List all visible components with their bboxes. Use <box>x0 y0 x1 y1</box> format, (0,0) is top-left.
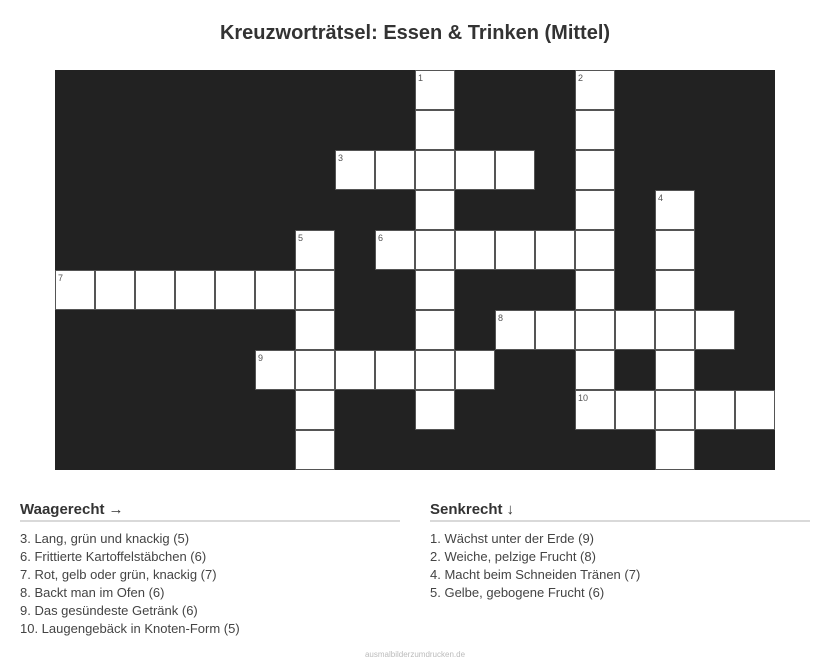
grid-cell[interactable] <box>655 390 695 430</box>
grid-cell[interactable] <box>415 110 455 150</box>
clue-item: 1. Wächst unter der Erde (9) <box>430 531 595 546</box>
grid-cell[interactable] <box>415 70 455 110</box>
down-heading <box>430 500 810 522</box>
across-heading <box>20 500 400 522</box>
grid-cell[interactable] <box>375 150 415 190</box>
grid-cell[interactable] <box>695 390 735 430</box>
clue-number: 4 <box>658 193 664 203</box>
clue-item: 4. Macht beim Schneiden Tränen (7) <box>430 567 641 582</box>
grid-cell[interactable] <box>415 270 455 310</box>
grid-cell[interactable] <box>495 230 535 270</box>
clue-number: 1 <box>418 73 424 83</box>
across-heading-label: Waagerecht <box>20 501 105 518</box>
grid-cell[interactable] <box>455 350 495 390</box>
grid-cell[interactable] <box>255 270 295 310</box>
grid-cell[interactable] <box>415 390 455 430</box>
grid-cell[interactable] <box>415 190 455 230</box>
grid-cell[interactable] <box>175 270 215 310</box>
grid-cell[interactable] <box>415 230 455 270</box>
grid-cell[interactable] <box>575 230 615 270</box>
grid-cell[interactable] <box>575 310 615 350</box>
clue-item: 5. Gelbe, gebogene Frucht (6) <box>430 585 605 600</box>
page-title: Kreuzworträtsel: Essen & Trinken (Mittel) <box>219 22 611 44</box>
clue-number: 10 <box>578 393 589 403</box>
grid-cell[interactable] <box>495 310 535 350</box>
grid-cell[interactable] <box>655 350 695 390</box>
grid-cell[interactable] <box>615 310 655 350</box>
clue-item: 2. Weiche, pelzige Frucht (8) <box>430 549 596 564</box>
grid-cell[interactable] <box>575 110 615 150</box>
clue-item: 8. Backt man im Ofen (6) <box>20 585 165 600</box>
footer-credit: ausmalbilderzumdrucken.de <box>364 650 466 659</box>
grid-cell[interactable] <box>535 310 575 350</box>
clue-number: 6 <box>378 233 384 243</box>
clue-item: 9. Das gesündeste Getränk (6) <box>20 603 198 618</box>
clue-number: 3 <box>338 153 344 163</box>
clue-item: 3. Lang, grün und knackig (5) <box>20 531 190 546</box>
grid-cell[interactable] <box>575 390 615 430</box>
clue-item: 10. Laugengebäck in Knoten-Form (5) <box>20 621 240 636</box>
down-arrow-icon: ↓ <box>506 501 515 518</box>
grid-cell[interactable] <box>415 150 455 190</box>
grid-cell[interactable] <box>535 230 575 270</box>
grid-cell[interactable] <box>135 270 175 310</box>
grid-cell[interactable] <box>415 310 455 350</box>
grid-cell[interactable] <box>295 350 335 390</box>
grid-cell[interactable] <box>295 270 335 310</box>
grid-cell[interactable] <box>455 230 495 270</box>
grid-cell[interactable] <box>615 390 655 430</box>
grid-cell[interactable] <box>375 350 415 390</box>
grid-cell[interactable] <box>295 230 335 270</box>
clue-number: 8 <box>498 313 504 323</box>
across-clue-list <box>20 530 400 638</box>
grid-cell[interactable] <box>415 350 455 390</box>
down-clues <box>430 500 810 602</box>
clue-item: 6. Frittierte Kartoffelstäbchen (6) <box>20 549 207 564</box>
across-clues <box>20 500 400 638</box>
clue-number: 5 <box>298 233 304 243</box>
grid-cell[interactable] <box>655 430 695 470</box>
grid-cell[interactable] <box>655 190 695 230</box>
grid-cell[interactable] <box>655 270 695 310</box>
grid-cell[interactable] <box>655 310 695 350</box>
grid-cell[interactable] <box>295 430 335 470</box>
grid-cell[interactable] <box>95 270 135 310</box>
clue-number: 2 <box>578 73 584 83</box>
down-clue-list <box>430 530 810 602</box>
grid-cell[interactable] <box>735 390 775 430</box>
grid-cell[interactable] <box>255 350 295 390</box>
grid-cell[interactable] <box>575 70 615 110</box>
grid-cell[interactable] <box>575 270 615 310</box>
grid-cell[interactable] <box>295 310 335 350</box>
grid-cell[interactable] <box>335 350 375 390</box>
grid-cell[interactable] <box>295 390 335 430</box>
crossword-grid <box>55 70 775 470</box>
clue-number: 7 <box>58 273 64 283</box>
grid-cell[interactable] <box>575 190 615 230</box>
grid-cell[interactable] <box>215 270 255 310</box>
grid-cell[interactable] <box>335 150 375 190</box>
clue-number: 9 <box>258 353 264 363</box>
right-arrow-icon: → <box>108 501 124 518</box>
grid-cell[interactable] <box>575 150 615 190</box>
grid-cell[interactable] <box>695 310 735 350</box>
grid-cell[interactable] <box>495 150 535 190</box>
grid-cell[interactable] <box>55 270 95 310</box>
grid-cell[interactable] <box>375 230 415 270</box>
clue-item: 7. Rot, gelb oder grün, knackig (7) <box>20 567 217 582</box>
grid-cell[interactable] <box>655 230 695 270</box>
down-heading-label: Senkrecht <box>430 501 503 518</box>
grid-cell[interactable] <box>455 150 495 190</box>
grid-cell[interactable] <box>575 350 615 390</box>
